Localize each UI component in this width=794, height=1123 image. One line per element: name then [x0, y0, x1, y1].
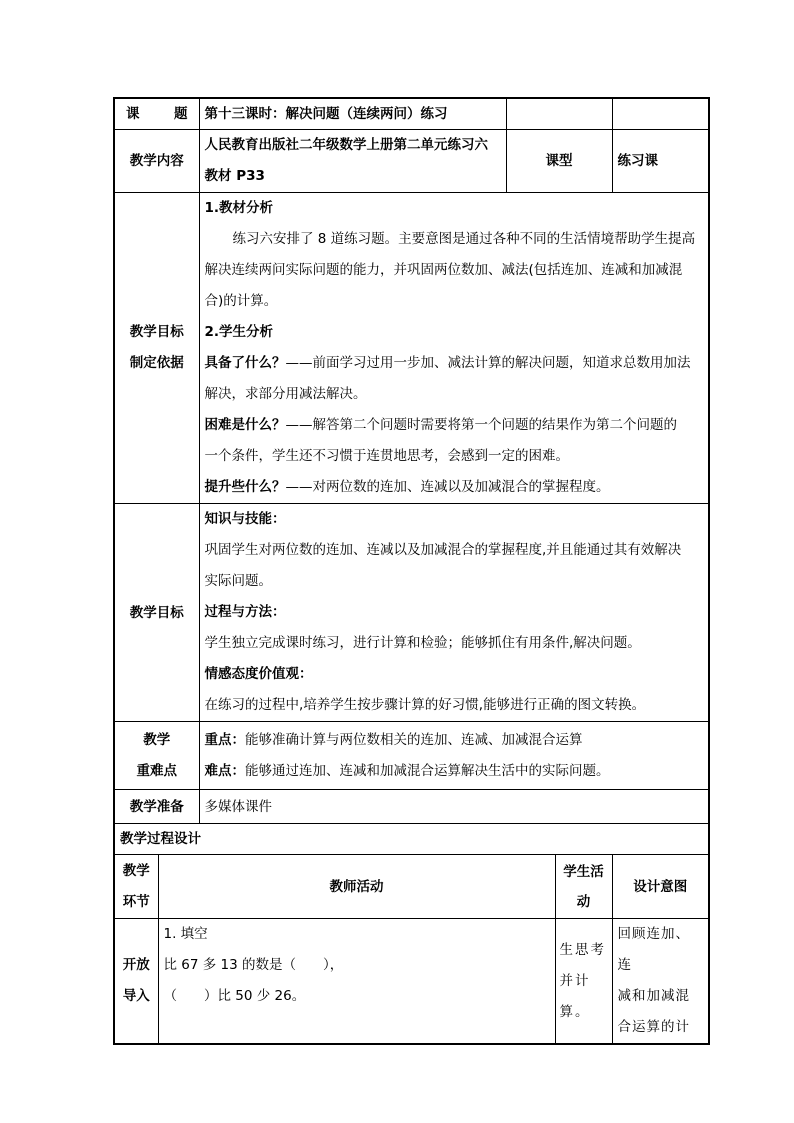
section2-title: 2.学生分析: [204, 324, 274, 340]
teacher-activity-cell: [158, 919, 555, 1045]
content-label: 教学内容: [114, 130, 199, 193]
goal2-text: 学生独立完成课时练习，进行计算和检验；能够抓住有用条件,解决问题。: [204, 635, 641, 651]
design-intent-cell: [612, 919, 709, 1045]
teacher-line3: （ ）比 50 少 26。: [163, 988, 306, 1004]
section1-title: 1.教材分析: [204, 200, 274, 216]
prep-label: 教学准备: [114, 790, 199, 824]
basis-label-line2: 制定依据: [129, 355, 184, 371]
row-process-1: [114, 919, 709, 1045]
section1-text3: 合)的计算。: [204, 293, 278, 309]
q1-label: 具备了什么？: [204, 355, 286, 371]
q3-text: ——对两位数的连加、连减以及加减混合的掌握程度。: [285, 479, 610, 495]
student-activity-header: 学生活动: [555, 855, 612, 919]
content-value-line2: 教材 P33: [204, 168, 265, 184]
teacher-activity-header: 教师活动: [158, 855, 555, 919]
lesson-type-label: 课型: [506, 130, 612, 193]
design-intent-header: 设计意图: [612, 855, 709, 919]
q2-text2: 一个条件，学生还不习惯于连贯地思考，会感到一定的困难。: [204, 448, 569, 464]
q2-line1: [205, 410, 704, 441]
title-value: 第十三课时：解决问题（连续两问）练习: [199, 98, 506, 130]
row-preparation: [114, 790, 709, 824]
section1-text2: 解决连续两问实际问题的能力，并巩固两位数加、减法(包括连加、连减和加减混: [204, 262, 683, 278]
row-content: [114, 130, 709, 193]
row-key-points: [114, 722, 709, 790]
goal3-title: 情感态度价值观：: [204, 666, 313, 682]
title-label-cell: [114, 98, 199, 130]
teacher-line2: 比 67 多 13 的数是（ ），: [163, 957, 344, 973]
title-empty-cell-2: [612, 98, 709, 130]
key-label-line1: 教学: [143, 731, 171, 748]
stage-cell: [114, 919, 158, 1045]
row-title: [114, 98, 709, 130]
q3-line: [205, 472, 704, 503]
goals-label: 教学目标: [114, 504, 199, 722]
q1-text2: 解决，求部分用减法解决。: [204, 386, 367, 402]
goal1-title: 知识与技能：: [204, 511, 286, 527]
title-label-right: 题: [174, 106, 188, 122]
q1-text1: ——前面学习过用一步加、减法计算的解决问题，知道求总数用加法: [285, 355, 691, 371]
basis-label-line1: 教学目标: [129, 324, 184, 340]
basis-label-cell: [114, 193, 199, 504]
section1-text1: 练习六安排了 8 道练习题。主要意图是通过各种不同的生活情境帮助学生提高: [232, 231, 696, 247]
key-content-cell: [199, 722, 709, 790]
prep-value: 多媒体课件: [199, 790, 709, 824]
goal3-text: 在练习的过程中,培养学生按步骤计算的好习惯,能够进行正确的图文转换。: [204, 697, 646, 713]
difficulty-label: 难点：: [204, 762, 245, 779]
lesson-type-value: 练习课: [612, 130, 709, 193]
stage-header-cell: [114, 855, 158, 919]
difficulty-text: 能够通过连加、连减和加减混合运算解决生活中的实际问题。: [245, 762, 610, 779]
key-point-line: [205, 725, 704, 756]
stage-header-line1: 教学: [122, 862, 150, 879]
student-line2: 算。: [559, 1003, 591, 1020]
row-process-title: [114, 824, 709, 855]
intent-line3: 合运算的计: [617, 1019, 690, 1035]
stage-line2: 导入: [122, 988, 150, 1004]
key-point-text: 能够准确计算与两位数相关的连加、连减、加减混合运算: [245, 731, 583, 748]
intent-line2: 减和加减混: [617, 988, 690, 1004]
student-activity-cell: [555, 919, 612, 1045]
lesson-plan-table: [113, 97, 710, 1045]
goal1-text1: 巩固学生对两位数的连加、连减以及加减混合的掌握程度,并且能通过其有效解决: [204, 542, 682, 558]
goals-content-cell: [199, 504, 709, 722]
process-title: 教学过程设计: [114, 824, 709, 855]
basis-content-cell: [199, 193, 709, 504]
q2-text1: ——解答第二个问题时需要将第一个问题的结果作为第二个问题的: [285, 417, 677, 433]
row-basis: [114, 193, 709, 504]
stage-header-line2: 环节: [122, 893, 150, 910]
key-label-cell: [114, 722, 199, 790]
title-label-left: 课: [126, 106, 140, 122]
q3-label: 提升些什么？: [204, 479, 286, 495]
stage-line1: 开放: [122, 957, 150, 973]
row-process-header: [114, 855, 709, 919]
teacher-line1: 1. 填空: [163, 926, 208, 942]
row-goals: [114, 504, 709, 722]
q1-line1: [205, 348, 704, 379]
content-value-cell: [199, 130, 506, 193]
difficulty-line: [205, 756, 704, 787]
student-line1: 生思考并计: [559, 941, 606, 989]
intent-line1: 回顾连加、连: [617, 926, 690, 973]
title-empty-cell-1: [506, 98, 612, 130]
key-point-label: 重点：: [204, 731, 245, 748]
key-label-line2: 重难点: [136, 762, 177, 779]
content-value-line1: 人民教育出版社二年级数学上册第二单元练习六: [204, 137, 488, 153]
goal1-text2: 实际问题。: [204, 573, 272, 589]
goal2-title: 过程与方法：: [204, 604, 286, 620]
q2-label: 困难是什么？: [204, 417, 286, 433]
